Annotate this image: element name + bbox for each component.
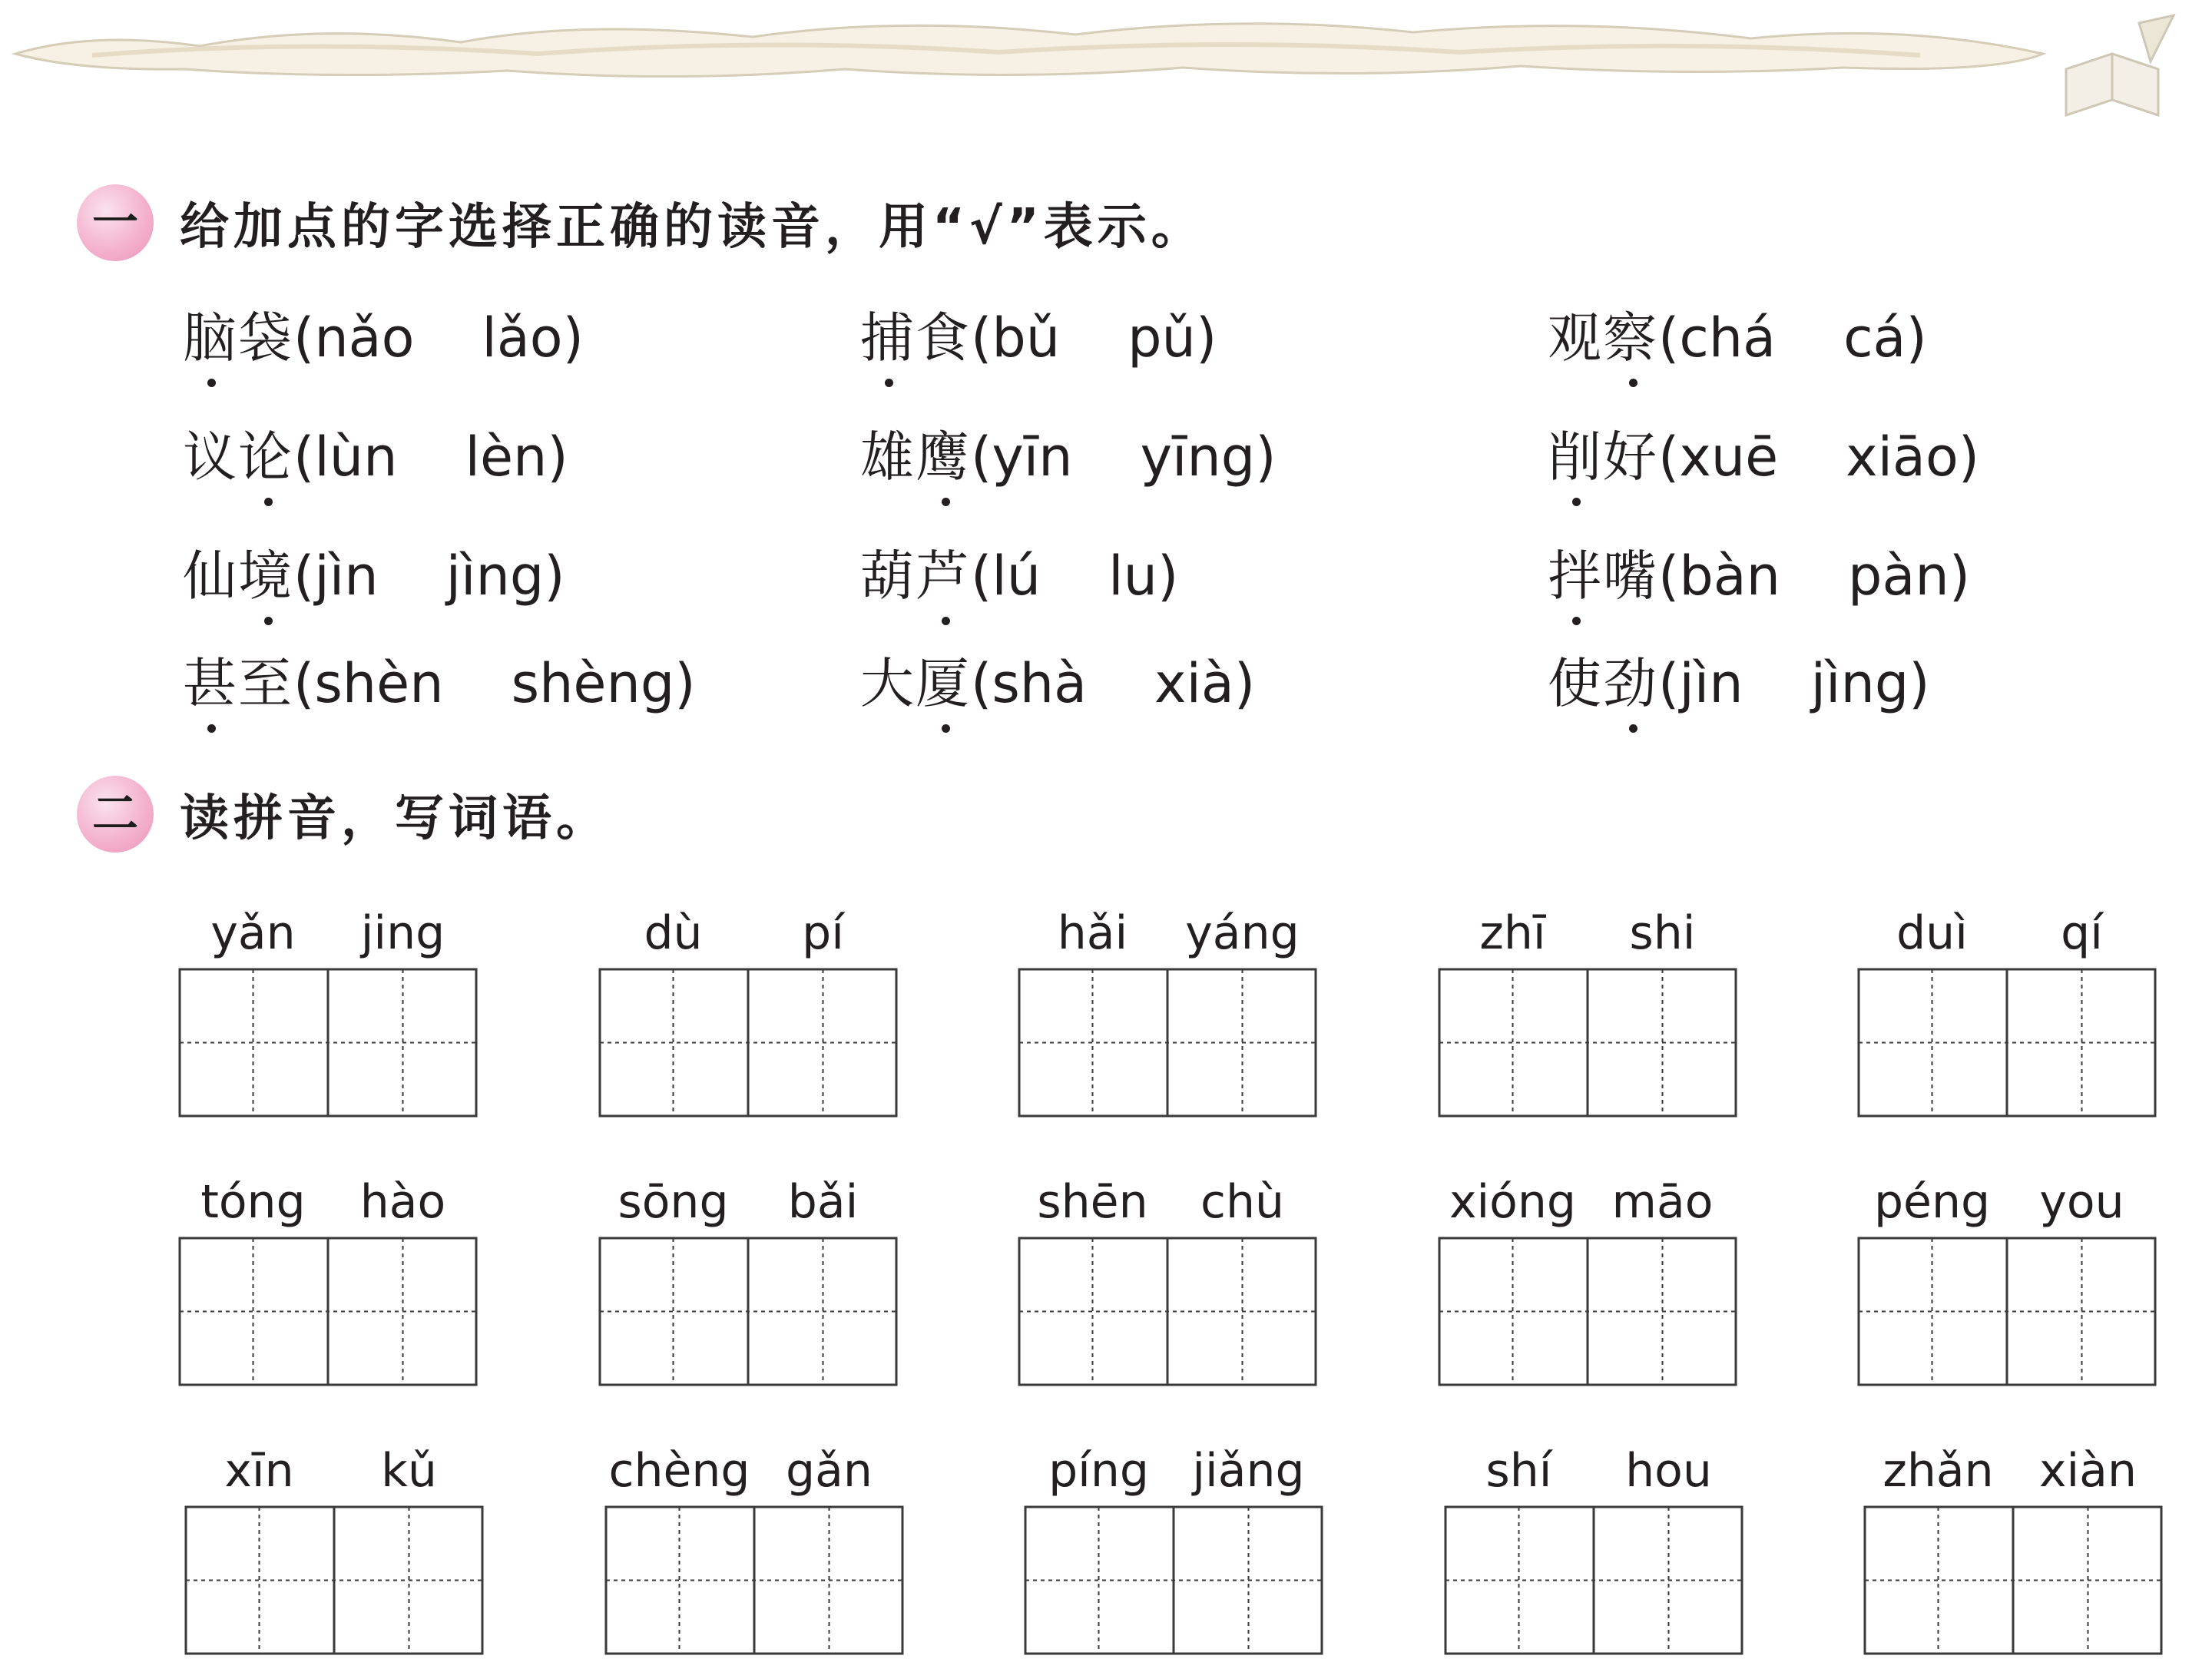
pinyin-syllable: yǎn — [210, 906, 296, 960]
pinyin-row — [1024, 1444, 1323, 1505]
item-characters: 葫芦 — [860, 545, 971, 608]
pinyin-syllable: shēn — [1037, 1175, 1148, 1229]
emphasis-dot — [885, 379, 893, 387]
writing-grid[interactable] — [184, 1505, 484, 1655]
pinyin-syllable: hǎi — [1057, 906, 1128, 960]
reading-option-a[interactable]: yīn — [992, 426, 1073, 488]
item-close-paren: ) — [544, 545, 565, 608]
pinyin-syllable: gǎn — [786, 1444, 873, 1498]
word-item — [1438, 906, 1737, 968]
word-item — [1863, 1444, 2163, 1505]
section1-title: 给加点的字选择正确的读音，用“√”表示。 — [180, 199, 1205, 256]
item-close-paren: ) — [1906, 306, 1927, 369]
pinyin-row — [178, 906, 478, 968]
reading-option-a[interactable]: chá — [1679, 306, 1777, 369]
pinyin-syllable: chèng — [608, 1444, 750, 1498]
item-open-paren: ( — [293, 426, 315, 488]
writing-grid[interactable] — [1444, 1505, 1743, 1655]
pronunciation-item — [1548, 652, 1930, 715]
reading-option-a[interactable]: xuē — [1679, 426, 1779, 488]
reading-option-b[interactable]: lǎo — [482, 306, 563, 369]
section2-title: 读拼音，写词语。 — [180, 790, 610, 847]
emphasis-dot — [942, 724, 950, 733]
section2-heading — [77, 772, 610, 856]
reading-option-a[interactable]: jìn — [314, 545, 379, 608]
word-item — [1438, 1175, 1737, 1237]
pinyin-row — [1018, 906, 1317, 968]
pronunciation-item — [1548, 306, 1927, 369]
pinyin-syllable: kǔ — [381, 1444, 437, 1498]
reading-option-b[interactable]: shèng — [511, 652, 675, 715]
item-close-paren: ) — [562, 306, 584, 369]
emphasis-dot — [207, 724, 216, 733]
emphasis-dot — [264, 498, 273, 506]
section1-number-badge — [77, 184, 154, 261]
reading-option-b[interactable]: cá — [1843, 306, 1906, 369]
pinyin-row — [1438, 1175, 1737, 1237]
word-item — [178, 1175, 478, 1237]
reading-option-a[interactable]: bàn — [1679, 545, 1781, 608]
writing-grid[interactable] — [604, 1505, 904, 1655]
item-characters: 大厦 — [860, 652, 971, 715]
pinyin-syllable: jiǎng — [1192, 1444, 1305, 1498]
writing-grid[interactable] — [1438, 1237, 1737, 1386]
emphasis-dot — [1572, 617, 1581, 625]
emphasis-dot — [942, 617, 950, 625]
pinyin-syllable: péng — [1873, 1175, 1991, 1229]
reading-option-b[interactable]: pàn — [1848, 545, 1949, 608]
item-close-paren: ) — [674, 652, 696, 715]
reading-option-b[interactable]: jìng — [1810, 652, 1909, 715]
item-close-paren: ) — [547, 426, 568, 488]
item-open-paren: ( — [293, 306, 315, 369]
item-characters: 脑袋 — [183, 306, 293, 369]
pinyin-row — [1444, 1444, 1743, 1505]
pronunciation-item — [860, 652, 1256, 715]
item-open-paren: ( — [1658, 545, 1680, 608]
pronunciation-item — [183, 426, 568, 488]
reading-option-b[interactable]: xià — [1154, 652, 1234, 715]
pronunciation-item — [1548, 545, 1971, 608]
pinyin-syllable: pí — [802, 906, 844, 960]
item-open-paren: ( — [293, 652, 315, 715]
reading-option-b[interactable]: lèn — [465, 426, 548, 488]
reading-option-b[interactable]: jìng — [445, 545, 545, 608]
writing-grid[interactable] — [1024, 1505, 1323, 1655]
item-characters: 使劲 — [1548, 652, 1658, 715]
item-characters: 仙境 — [183, 545, 293, 608]
section1-number: 一 — [92, 196, 138, 250]
item-close-paren: ) — [1958, 426, 1980, 488]
word-item — [598, 1175, 898, 1237]
writing-grid[interactable] — [178, 1237, 478, 1386]
emphasis-dot — [1629, 379, 1637, 387]
pinyin-syllable: hào — [359, 1175, 446, 1229]
decorative-banner — [0, 0, 2212, 131]
pinyin-syllable: xīn — [224, 1444, 294, 1498]
writing-grid[interactable] — [178, 968, 478, 1118]
pinyin-syllable: xióng — [1449, 1175, 1576, 1229]
item-open-paren: ( — [1658, 652, 1680, 715]
item-open-paren: ( — [1658, 426, 1680, 488]
item-close-paren: ) — [1195, 306, 1217, 369]
item-characters: 甚至 — [183, 652, 293, 715]
section1-heading — [77, 180, 1205, 265]
emphasis-dot — [207, 379, 216, 387]
pinyin-row — [1857, 906, 2157, 968]
writing-grid[interactable] — [1018, 968, 1317, 1118]
word-item — [598, 906, 898, 968]
writing-grid[interactable] — [1863, 1505, 2163, 1655]
item-characters: 捕食 — [860, 306, 971, 369]
writing-grid[interactable] — [1438, 968, 1737, 1118]
writing-grid[interactable] — [1018, 1237, 1317, 1386]
book-icon — [2066, 15, 2174, 115]
item-characters: 拌嘴 — [1548, 545, 1658, 608]
word-item — [1018, 906, 1317, 968]
writing-grid[interactable] — [598, 1237, 898, 1386]
word-item — [184, 1444, 484, 1505]
pinyin-syllable: māo — [1611, 1175, 1714, 1229]
item-close-paren: ) — [1949, 545, 1971, 608]
item-close-paren: ) — [1255, 426, 1277, 488]
pinyin-syllable: shi — [1629, 906, 1696, 960]
item-characters: 雄鹰 — [860, 426, 971, 488]
pinyin-syllable: zhī — [1479, 906, 1546, 960]
pinyin-syllable: yáng — [1185, 906, 1300, 960]
pinyin-row — [1863, 1444, 2163, 1505]
reading-option-a[interactable]: nǎo — [314, 306, 415, 369]
word-item — [1444, 1444, 1743, 1505]
item-close-paren: ) — [1909, 652, 1930, 715]
pinyin-syllable: chù — [1200, 1175, 1285, 1229]
item-close-paren: ) — [1233, 652, 1256, 715]
pinyin-row — [598, 906, 898, 968]
pinyin-syllable: tóng — [200, 1175, 306, 1229]
pinyin-row — [1018, 1175, 1317, 1237]
item-open-paren: ( — [971, 426, 992, 488]
pinyin-syllable: xiàn — [2039, 1444, 2137, 1498]
reading-option-b[interactable]: pǔ — [1128, 306, 1196, 369]
pinyin-syllable: zhǎn — [1883, 1444, 1994, 1498]
reading-option-a[interactable]: jìn — [1679, 652, 1743, 715]
pinyin-syllable: you — [2039, 1175, 2124, 1229]
pinyin-syllable: hou — [1625, 1444, 1712, 1498]
pronunciation-item — [860, 306, 1217, 369]
pronunciation-item — [183, 545, 565, 608]
reading-option-b[interactable]: lu — [1108, 545, 1157, 608]
word-item — [1857, 906, 2157, 968]
pinyin-row — [1857, 1175, 2157, 1237]
reading-option-a[interactable]: shèn — [314, 652, 444, 715]
pinyin-row — [184, 1444, 484, 1505]
reading-option-a[interactable]: lú — [992, 545, 1041, 608]
pinyin-syllable: jing — [360, 906, 445, 960]
pronunciation-item — [1548, 426, 1980, 488]
writing-grid[interactable] — [1857, 968, 2157, 1118]
emphasis-dot — [1629, 724, 1637, 733]
pinyin-syllable: bǎi — [787, 1175, 859, 1229]
item-characters: 削好 — [1548, 426, 1658, 488]
pinyin-syllable: sōng — [618, 1175, 729, 1229]
pinyin-syllable: píng — [1048, 1444, 1149, 1498]
word-item — [1024, 1444, 1323, 1505]
section2-number: 二 — [92, 787, 138, 841]
pinyin-syllable: duì — [1896, 906, 1968, 960]
pinyin-row — [598, 1175, 898, 1237]
item-open-paren: ( — [971, 545, 992, 608]
word-item — [178, 906, 478, 968]
pronunciation-item — [183, 652, 696, 715]
reading-option-b[interactable]: yīng — [1140, 426, 1256, 488]
writing-grid[interactable] — [1857, 1237, 2157, 1386]
pinyin-syllable: qí — [2061, 906, 2103, 960]
word-item — [1857, 1175, 2157, 1237]
section2-number-badge — [77, 776, 154, 853]
pinyin-row — [1438, 906, 1737, 968]
emphasis-dot — [264, 617, 273, 625]
emphasis-dot — [1572, 498, 1581, 506]
item-open-paren: ( — [971, 652, 992, 715]
item-close-paren: ) — [1157, 545, 1179, 608]
item-open-paren: ( — [1658, 306, 1680, 369]
item-open-paren: ( — [971, 306, 992, 369]
item-characters: 观察 — [1548, 306, 1658, 369]
reading-option-a[interactable]: shà — [992, 652, 1088, 715]
word-item — [1018, 1175, 1317, 1237]
reading-option-a[interactable]: bǔ — [992, 306, 1061, 369]
pinyin-syllable: dù — [644, 906, 703, 960]
pinyin-row — [178, 1175, 478, 1237]
writing-grid[interactable] — [598, 968, 898, 1118]
pinyin-row — [604, 1444, 904, 1505]
pronunciation-item — [860, 426, 1277, 488]
pronunciation-item — [860, 545, 1179, 608]
pronunciation-item — [183, 306, 584, 369]
pinyin-syllable: shí — [1485, 1444, 1552, 1498]
item-characters: 议论 — [183, 426, 293, 488]
reading-option-b[interactable]: xiāo — [1846, 426, 1959, 488]
reading-option-a[interactable]: lùn — [314, 426, 398, 488]
word-item — [604, 1444, 904, 1505]
item-open-paren: ( — [293, 545, 315, 608]
emphasis-dot — [942, 498, 950, 506]
